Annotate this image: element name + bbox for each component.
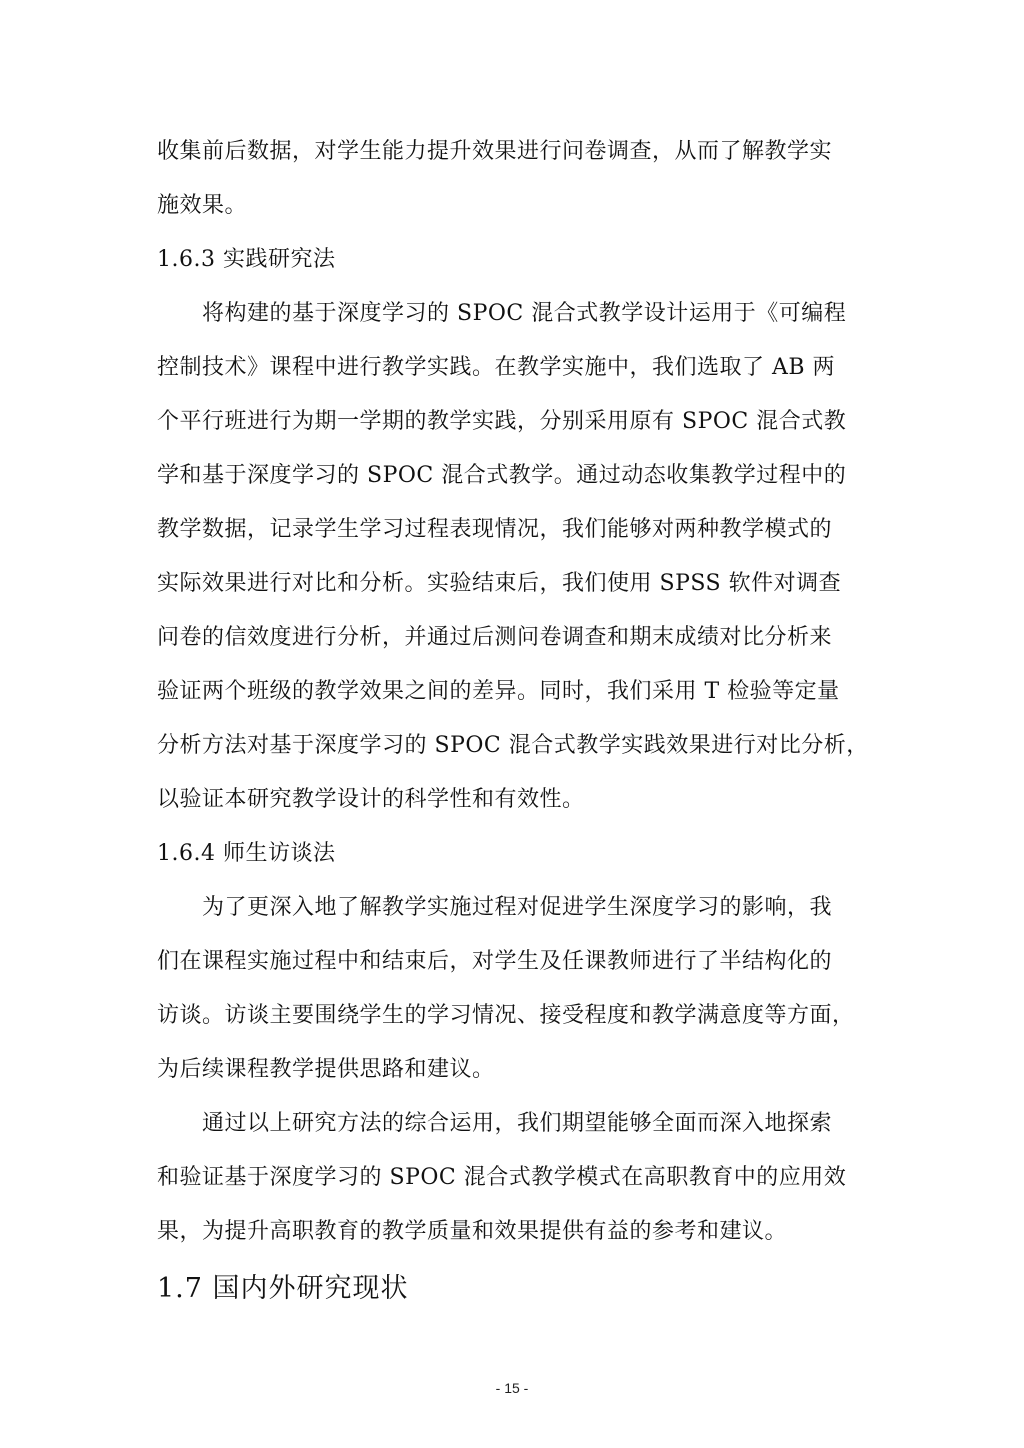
paragraph-line: 收集前后数据，对学生能力提升效果进行问卷调查，从而了解教学实 [157,139,833,164]
paragraph-line: 学和基于深度学习的 SPOC 混合式教学。通过动态收集教学过程中的 [157,463,847,488]
paragraph-line: 控制技术》课程中进行教学实践。在教学实施中，我们选取了 AB 两 [157,355,836,380]
paragraph-line: 教学数据，记录学生学习过程表现情况，我们能够对两种教学模式的 [157,517,833,542]
paragraph-line: 验证两个班级的教学效果之间的差异。同时，我们采用 T 检验等定量 [157,679,840,704]
paragraph-line: 将构建的基于深度学习的 SPOC 混合式教学设计运用于《可编程 [157,301,847,326]
page-number: - 15 - [495,1380,529,1396]
body-text [157,125,869,1319]
paragraph-line: 访谈。访谈主要围绕学生的学习情况、接受程度和教学满意度等方面， [157,1003,855,1028]
section-heading-1-7: 1.7 国内外研究现状 [157,1273,409,1304]
paragraph-line: 分析方法对基于深度学习的 SPOC 混合式教学实践效果进行对比分析， [157,733,869,758]
paragraph-line: 们在课程实施过程中和结束后，对学生及任课教师进行了半结构化的 [157,949,833,974]
paragraph-line: 和验证基于深度学习的 SPOC 混合式教学模式在高职教育中的应用效 [157,1165,847,1190]
section-heading-1-6-3: 1.6.3 实践研究法 [157,247,336,272]
paragraph-line: 果，为提升高职教育的教学质量和效果提供有益的参考和建议。 [157,1219,788,1244]
paragraph-line: 以验证本研究教学设计的科学性和有效性。 [157,787,585,812]
paragraph-line: 个平行班进行为期一学期的教学实践，分别采用原有 SPOC 混合式教 [157,409,847,434]
paragraph-line: 实际效果进行对比和分析。实验结束后，我们使用 SPSS 软件对调查 [157,571,842,596]
paragraph-line: 通过以上研究方法的综合运用，我们期望能够全面而深入地探索 [157,1111,833,1136]
paragraph-line: 为后续课程教学提供思路和建议。 [157,1057,495,1082]
paragraph-line: 为了更深入地了解教学实施过程对促进学生深度学习的影响，我 [157,895,833,920]
paragraph-line: 施效果。 [157,193,248,218]
paragraph-line: 问卷的信效度进行分析，并通过后测问卷调查和期末成绩对比分析来 [157,625,833,650]
section-heading-1-6-4: 1.6.4 师生访谈法 [157,841,336,866]
